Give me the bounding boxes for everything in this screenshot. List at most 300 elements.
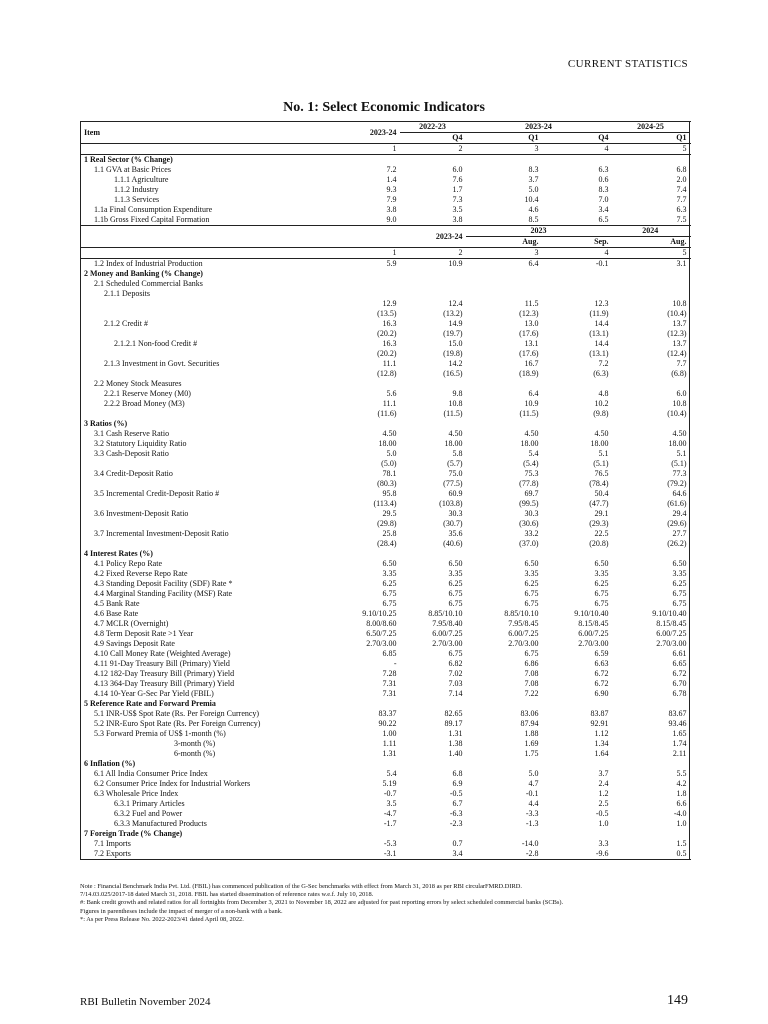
value-cell: 3.5 [452, 205, 463, 214]
value-cell: 95.8 [382, 489, 397, 498]
table-row [81, 789, 690, 799]
value-cell: 4.8 [598, 389, 609, 398]
value-cell: 4.50 [524, 429, 539, 438]
value-cell: 30.3 [448, 509, 463, 518]
group-header: 2022-23 [400, 122, 466, 133]
value-cell [339, 549, 400, 559]
column-number: 1 [392, 144, 397, 153]
value-cell: (29.3) [589, 519, 609, 528]
table-row [81, 409, 690, 419]
value-cell: 75.0 [448, 469, 463, 478]
value-cell: 6.4 [528, 389, 539, 398]
value-cell [466, 279, 542, 289]
row-label: 3 Ratios (%) [84, 419, 128, 428]
value-cell: 1.0 [598, 819, 609, 828]
month-header: Aug. [522, 237, 539, 246]
value-cell [542, 155, 612, 166]
row-label: 4.12 182-Day Treasury Bill (Primary) Yield [94, 669, 235, 678]
value-cell: 13.1 [524, 339, 539, 348]
table-row [81, 649, 690, 659]
value-cell: 6.7 [452, 799, 463, 808]
value-cell [612, 279, 690, 289]
column-number: 3 [534, 248, 539, 257]
value-cell: 33.2 [524, 529, 539, 538]
value-cell: 10.4 [524, 195, 539, 204]
page-number: 149 [667, 993, 688, 1008]
value-cell: 6.3 [598, 165, 609, 174]
group-header: 2023-24 [466, 122, 612, 133]
table-row [81, 659, 690, 669]
value-cell: 83.67 [668, 709, 687, 718]
value-cell [542, 549, 612, 559]
value-cell: -4.0 [673, 809, 687, 818]
value-cell: 6.50 [524, 559, 539, 568]
value-cell: -0.5 [449, 789, 463, 798]
row-label: 5 Reference Rate and Forward Premia [84, 699, 216, 708]
value-cell: 6.50 [594, 559, 609, 568]
value-cell: 6.25 [382, 579, 397, 588]
row-label: 2.1.3 Investment in Govt. Securities [104, 359, 220, 368]
table-row [81, 829, 690, 839]
value-cell: 18.00 [520, 439, 539, 448]
value-cell: 25.8 [382, 529, 397, 538]
value-cell: (17.6) [519, 329, 539, 338]
value-cell [542, 379, 612, 389]
row-label: 3.7 Incremental Investment-Deposit Ratio [94, 529, 229, 538]
value-cell: 3.35 [524, 569, 539, 578]
value-cell: 9.0 [386, 215, 397, 224]
value-cell: 10.8 [672, 399, 687, 408]
table-row [81, 699, 690, 709]
value-cell: 6.50 [448, 559, 463, 568]
row-label: 6 Inflation (%) [84, 759, 136, 768]
row-label: 2.1.2 Credit # [104, 319, 148, 328]
value-cell: (18.9) [519, 369, 539, 378]
row-label: 4.7 MCLR (Overnight) [94, 619, 169, 628]
value-cell: -3.3 [525, 809, 539, 818]
value-cell: 8.00/8.60 [366, 619, 397, 628]
value-cell: 1.34 [594, 739, 609, 748]
table-row [81, 779, 690, 789]
value-cell: 7.31 [382, 679, 397, 688]
value-cell [466, 549, 542, 559]
value-cell: (11.5) [519, 409, 539, 418]
column-number: 4 [604, 144, 609, 153]
value-cell: 10.9 [524, 399, 539, 408]
value-cell: 8.3 [598, 185, 609, 194]
table-row [81, 529, 690, 539]
value-cell: (20.2) [377, 329, 397, 338]
row-label: 4.14 10-Year G-Sec Par Yield (FBIL) [94, 689, 214, 698]
value-cell: 6.3 [676, 205, 687, 214]
value-cell: 5.0 [528, 769, 539, 778]
value-cell: 11.1 [382, 399, 397, 408]
value-cell: (80.3) [377, 479, 397, 488]
value-cell: 6.50 [382, 559, 397, 568]
value-cell: 6.75 [594, 599, 609, 608]
value-cell: 87.94 [520, 719, 539, 728]
row-label: 6.3.2 Fuel and Power [114, 809, 183, 818]
table-row [81, 809, 690, 819]
header-row-groups [81, 122, 690, 133]
table-row [81, 349, 690, 359]
quarter-header: Q1 [528, 133, 539, 142]
table-row [81, 669, 690, 679]
value-cell: (10.4) [667, 409, 687, 418]
value-cell: 14.4 [594, 339, 609, 348]
value-cell: 6.72 [672, 669, 687, 678]
table-row [81, 175, 690, 185]
value-cell [612, 829, 690, 839]
value-cell: 1.74 [672, 739, 687, 748]
value-cell [612, 379, 690, 389]
value-cell: (12.3) [519, 309, 539, 318]
value-cell: 0.5 [676, 849, 687, 858]
value-cell: (17.6) [519, 349, 539, 358]
value-cell [612, 269, 690, 279]
row-label: 7.1 Imports [94, 839, 131, 848]
row-label [81, 499, 339, 509]
value-cell: 92.91 [590, 719, 609, 728]
footnote-line: 7/14.03.025/2017-18 dated March 31, 2018. FBIL has started dissemination of reference rates w.e.f. July 10, 2018. [80, 891, 374, 899]
value-cell: 6.25 [594, 579, 609, 588]
value-cell: 15.0 [448, 339, 463, 348]
value-cell: 50.4 [594, 489, 609, 498]
row-label: 5.1 INR-US$ Spot Rate (Rs. Per Foreign Currency) [94, 709, 260, 718]
value-cell: 6.6 [676, 799, 687, 808]
value-cell: 1.31 [382, 749, 397, 758]
value-cell: 3.35 [382, 569, 397, 578]
row-label: 4.11 91-Day Treasury Bill (Primary) Yield [94, 659, 230, 668]
table-row [81, 279, 690, 289]
value-cell: 0.7 [452, 839, 463, 848]
value-cell: 22.5 [594, 529, 609, 538]
value-cell: (11.9) [589, 309, 609, 318]
table-row [81, 185, 690, 195]
value-cell: (6.3) [593, 369, 609, 378]
row-label [81, 329, 339, 339]
value-cell: 6.70 [672, 679, 687, 688]
value-cell: 1.8 [676, 789, 687, 798]
value-cell: 6.65 [672, 659, 687, 668]
value-cell: 4.50 [448, 429, 463, 438]
value-cell: (5.1) [593, 459, 609, 468]
value-cell: 3.4 [598, 205, 609, 214]
value-cell: 4.6 [528, 205, 539, 214]
value-cell [612, 699, 690, 709]
value-cell: 8.85/10.10 [504, 609, 539, 618]
column-number-row [81, 248, 690, 259]
value-cell: 2.5 [598, 799, 609, 808]
table-row [81, 329, 690, 339]
value-cell [400, 419, 466, 429]
value-cell: 10.8 [448, 399, 463, 408]
row-label: 3.5 Incremental Credit-Deposit Ratio # [94, 489, 220, 498]
value-cell: 6.00/7.25 [432, 629, 463, 638]
value-cell: 3.7 [598, 769, 609, 778]
row-label: 4.13 364-Day Treasury Bill (Primary) Yield [94, 679, 235, 688]
value-cell: (12.3) [667, 329, 687, 338]
value-cell: 3.3 [598, 839, 609, 848]
table-row [81, 819, 690, 829]
value-cell [400, 279, 466, 289]
footnote-line: Figures in parentheses include the impact of merger of a non-bank with a bank. [80, 907, 283, 915]
section-header: CURRENT STATISTICS [567, 58, 688, 70]
value-cell: 6.0 [452, 165, 463, 174]
row-label [81, 539, 339, 549]
value-cell: 7.95/8.45 [508, 619, 539, 628]
value-cell: 29.1 [594, 509, 609, 518]
value-cell: 60.9 [448, 489, 463, 498]
value-cell [400, 829, 466, 839]
value-cell [612, 289, 690, 299]
value-cell: 6.75 [672, 589, 687, 598]
value-cell: 6.75 [448, 599, 463, 608]
value-cell: 30.3 [524, 509, 539, 518]
blank-cell [81, 248, 339, 259]
value-cell: (78.4) [589, 479, 609, 488]
value-cell: 3.7 [528, 175, 539, 184]
value-cell: (5.4) [523, 459, 539, 468]
value-cell: 6.25 [448, 579, 463, 588]
quarter-header: Q4 [598, 133, 609, 142]
value-cell: 1.38 [448, 739, 463, 748]
month-header: Sep. [594, 237, 609, 246]
value-cell [466, 829, 542, 839]
value-cell: 1.2 [598, 789, 609, 798]
value-cell: 6.82 [448, 659, 463, 668]
value-cell: - [393, 659, 397, 668]
row-label: 4 Interest Rates (%) [84, 549, 153, 558]
value-cell: 7.03 [448, 679, 463, 688]
value-cell [400, 155, 466, 166]
header-row-groups [81, 226, 690, 237]
value-cell: 7.0 [598, 195, 609, 204]
value-cell: (5.7) [447, 459, 463, 468]
value-cell: 6.8 [676, 165, 687, 174]
value-cell: 6.63 [594, 659, 609, 668]
table-row [81, 205, 690, 215]
value-cell: (20.2) [377, 349, 397, 358]
value-cell: -0.7 [383, 789, 397, 798]
value-cell: 2.70/3.00 [366, 639, 397, 648]
value-cell: 83.87 [590, 709, 609, 718]
row-label: 2.1 Scheduled Commercial Banks [94, 279, 203, 288]
value-cell: (11.5) [443, 409, 463, 418]
quarter-header: Q1 [676, 133, 687, 142]
value-cell: (19.7) [443, 329, 463, 338]
value-cell [339, 269, 400, 279]
row-label: 4.4 Marginal Standing Facility (MSF) Rate [94, 589, 233, 598]
value-cell: 6.75 [382, 599, 397, 608]
value-cell: 1.0 [676, 819, 687, 828]
value-cell: -14.0 [521, 839, 539, 848]
value-cell: 3.1 [676, 259, 687, 268]
table-row [81, 769, 690, 779]
value-cell: (12.8) [377, 369, 397, 378]
value-cell [466, 759, 542, 769]
value-cell: (30.7) [443, 519, 463, 528]
value-cell: 2.11 [672, 749, 687, 758]
table-row [81, 569, 690, 579]
row-label: 4.10 Call Money Rate (Weighted Average) [94, 649, 231, 658]
table-row [81, 619, 690, 629]
row-label: 4.5 Bank Rate [94, 599, 140, 608]
table-row [81, 499, 690, 509]
value-cell: 2.70/3.00 [432, 639, 463, 648]
value-cell: (13.2) [443, 309, 463, 318]
row-label: 2.1.2.1 Non-food Credit # [114, 339, 198, 348]
row-label [81, 299, 339, 309]
group-header: 2024 [612, 226, 690, 237]
value-cell: -2.8 [525, 849, 539, 858]
value-cell: 5.4 [528, 449, 539, 458]
publication-name: RBI Bulletin November 2024 [80, 996, 211, 1008]
value-cell: 83.37 [378, 709, 397, 718]
value-cell: 6.90 [594, 689, 609, 698]
value-cell: 5.0 [528, 185, 539, 194]
value-cell: -1.3 [525, 819, 539, 828]
row-label: 6-month (%) [174, 749, 216, 758]
value-cell: 1.7 [452, 185, 463, 194]
value-cell: 8.85/10.10 [428, 609, 463, 618]
value-cell: 1.31 [448, 729, 463, 738]
value-cell: 4.7 [528, 779, 539, 788]
row-label: 1.1b Gross Fixed Capital Formation [94, 215, 210, 224]
value-cell [542, 279, 612, 289]
value-cell: 6.00/7.25 [508, 629, 539, 638]
table-row [81, 429, 690, 439]
value-cell: (13.1) [589, 349, 609, 358]
row-label [81, 369, 339, 379]
value-cell: 64.6 [672, 489, 687, 498]
row-label: 2.2.1 Reserve Money (M0) [104, 389, 191, 398]
row-label: 6.1 All India Consumer Price Index [94, 769, 208, 778]
value-cell [339, 419, 400, 429]
table-row [81, 559, 690, 569]
column-number: 2 [458, 144, 463, 153]
value-cell: 6.0 [676, 389, 687, 398]
value-cell: 0.6 [598, 175, 609, 184]
value-cell: -3.1 [383, 849, 397, 858]
value-cell: -6.3 [449, 809, 463, 818]
row-label: 3-month (%) [174, 739, 216, 748]
row-label: 1 Real Sector (% Change) [84, 155, 173, 164]
value-cell: (113.4) [373, 499, 397, 508]
value-cell: (10.4) [667, 309, 687, 318]
value-cell: 1.65 [672, 729, 687, 738]
value-cell: 6.75 [594, 589, 609, 598]
table-row [81, 679, 690, 689]
row-label [81, 349, 339, 359]
table-row [81, 339, 690, 349]
table-row [81, 379, 690, 389]
value-cell [612, 419, 690, 429]
row-label: 2.2.2 Broad Money (M3) [104, 399, 185, 408]
value-cell: 4.50 [672, 429, 687, 438]
row-label: 7.2 Exports [94, 849, 131, 858]
value-cell: 9.10/10.25 [362, 609, 397, 618]
value-cell [542, 419, 612, 429]
value-cell: (12.4) [667, 349, 687, 358]
blank-cell [81, 226, 339, 248]
row-label: 5.2 INR-Euro Spot Rate (Rs. Per Foreign Currency) [94, 719, 261, 728]
value-cell: 6.50 [672, 559, 687, 568]
value-cell: 2.4 [598, 779, 609, 788]
table-row [81, 579, 690, 589]
footnotes [80, 883, 695, 924]
value-cell: (11.6) [377, 409, 397, 418]
value-cell: 7.08 [524, 679, 539, 688]
value-cell: (103.8) [439, 499, 463, 508]
value-cell: 4.50 [382, 429, 397, 438]
value-cell: 3.35 [594, 569, 609, 578]
value-cell: 1.40 [448, 749, 463, 758]
value-cell: 7.14 [448, 689, 463, 698]
month-header: Aug. [670, 237, 687, 246]
value-cell: 83.06 [520, 709, 539, 718]
table-row [81, 449, 690, 459]
table-title: No. 1: Select Economic Indicators [283, 100, 485, 115]
table-row [81, 709, 690, 719]
value-cell: 16.7 [524, 359, 539, 368]
value-cell: (9.8) [593, 409, 609, 418]
value-cell: (61.6) [667, 499, 687, 508]
value-cell: 7.2 [386, 165, 397, 174]
column-number: 2 [458, 248, 463, 257]
value-cell: 10.2 [594, 399, 609, 408]
value-cell: 3.35 [672, 569, 687, 578]
value-cell [339, 289, 400, 299]
value-cell: 6.75 [672, 599, 687, 608]
value-cell: 11.5 [524, 299, 539, 308]
value-cell [612, 549, 690, 559]
value-cell: -0.5 [595, 809, 609, 818]
table-row [81, 839, 690, 849]
group-header: 2023 [466, 226, 612, 237]
year-header: 2023-24 [435, 231, 463, 241]
value-cell: 18.00 [590, 439, 609, 448]
table-row [81, 719, 690, 729]
value-cell: (47.7) [589, 499, 609, 508]
value-cell: (79.2) [667, 479, 687, 488]
column-number-row [81, 144, 690, 155]
row-label: 6.3 Wholesale Price Index [94, 789, 179, 798]
value-cell: (5.1) [671, 459, 687, 468]
value-cell: 35.6 [448, 529, 463, 538]
value-cell: 2.70/3.00 [578, 639, 609, 648]
row-label: 7 Foreign Trade (% Change) [84, 829, 183, 838]
value-cell: (26.2) [667, 539, 687, 548]
table-row [81, 439, 690, 449]
value-cell: 6.00/7.25 [656, 629, 687, 638]
value-cell: 6.75 [524, 589, 539, 598]
table-row [81, 639, 690, 649]
table-row [81, 419, 690, 429]
value-cell: 4.2 [676, 779, 687, 788]
row-label: 5.3 Forward Premia of US$ 1-month (%) [94, 729, 226, 738]
value-cell [612, 155, 690, 166]
table-row [81, 799, 690, 809]
value-cell: 6.75 [524, 599, 539, 608]
row-label: 6.3.1 Primary Articles [114, 799, 185, 808]
value-cell: 78.1 [382, 469, 397, 478]
table-row [81, 399, 690, 409]
table-row [81, 389, 690, 399]
value-cell: 6.75 [382, 589, 397, 598]
value-cell: 18.00 [378, 439, 397, 448]
value-cell: 8.15/8.45 [656, 619, 687, 628]
